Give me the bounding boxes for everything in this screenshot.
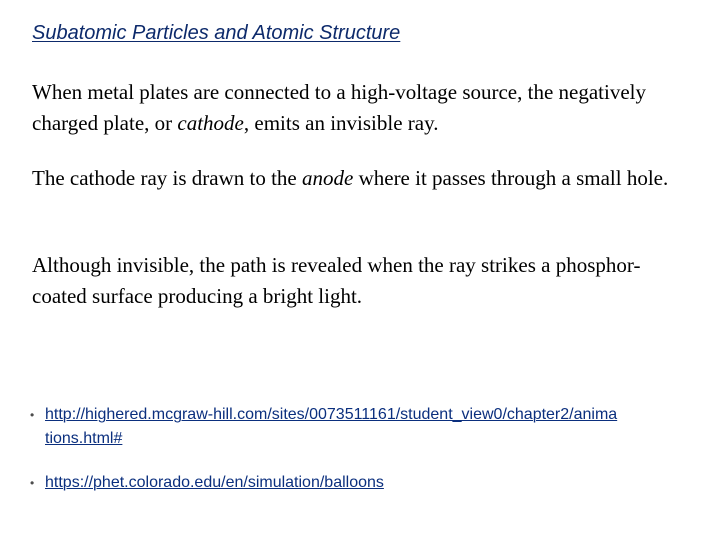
phet-balloons-link[interactable]: https://phet.colorado.edu/en/simulation/balloons — [45, 474, 384, 491]
mcgraw-hill-animations-link[interactable]: http://highered.mcgraw-hill.com/sites/0073511161/student_view0/chapter2/animations.html# — [45, 406, 618, 447]
paragraph-phosphor: Although invisible, the path is revealed when the ray strikes a phosphor-coated surface producing a bright light. — [32, 253, 641, 308]
term-cathode: cathode — [177, 111, 244, 135]
paragraph-text: The cathode ray is drawn to the — [32, 166, 302, 190]
paragraph-text: When metal plates are connected to a high-voltage source, the negatively charged plate, or — [32, 80, 646, 135]
link-list-item — [30, 471, 620, 495]
paragraph-text: , emits an invisible ray. — [243, 111, 439, 135]
bullet-icon: • — [30, 476, 35, 490]
paragraph-text: where it passes through a small hole. — [353, 166, 669, 190]
bullet-icon: • — [30, 408, 35, 422]
slide-title: Subatomic Particles and Atomic Structure — [32, 22, 401, 44]
paragraph-cathode — [32, 77, 682, 139]
link-list-item — [30, 403, 620, 451]
paragraph-anode — [32, 163, 682, 194]
term-anode: anode — [302, 166, 354, 190]
